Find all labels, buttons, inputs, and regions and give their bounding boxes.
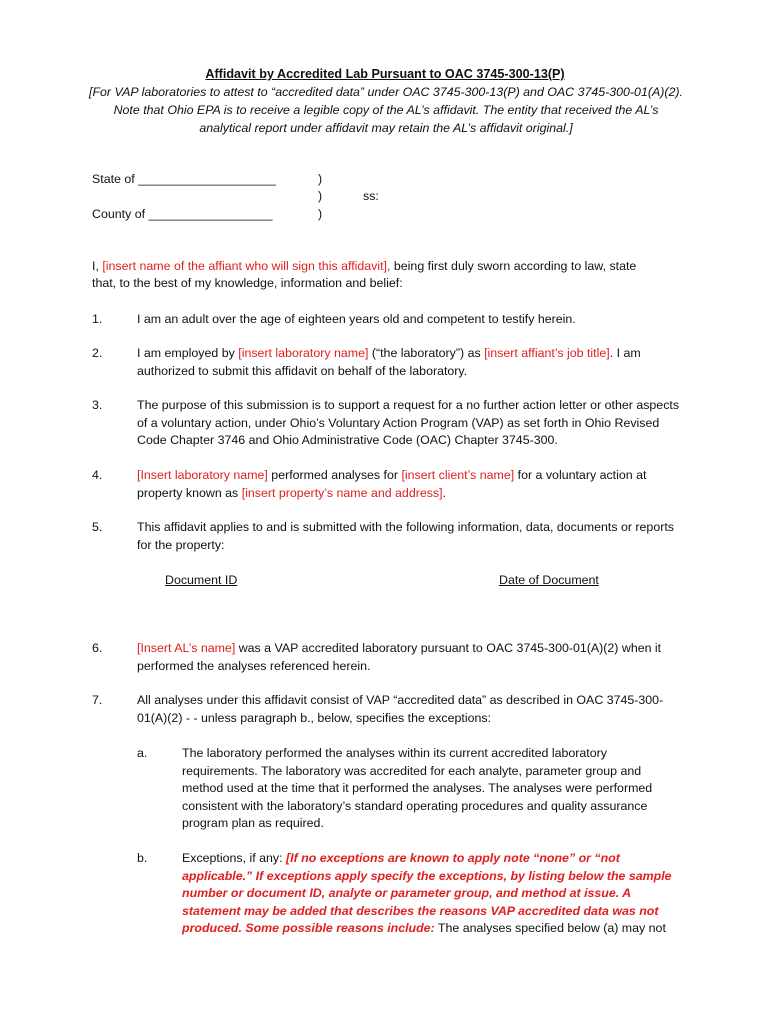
- client-name-placeholder: [insert client’s name]: [401, 468, 515, 482]
- document-title: Affidavit by Accredited Lab Pursuant to OAC 3745-300-13(P): [205, 67, 565, 81]
- subitem-a-letter: a.: [137, 746, 148, 760]
- item-2-text: [137, 345, 682, 380]
- item-5-number: 5.: [92, 520, 103, 534]
- item-5-text: This affidavit applies to and is submitted with the following information, data, documents or reports for the property:: [137, 520, 674, 552]
- item-4-part-2: for a voluntary action at property known as: [137, 468, 647, 500]
- item-4-part-1: performed analyses for: [267, 468, 402, 482]
- item-7-number: 7.: [92, 693, 103, 707]
- intro-line-1: [92, 258, 636, 276]
- item-3-text: The purpose of this submission is to support a request for a no further action letter or other aspects of a voluntary action, under Ohio’s Voluntary Action Program (VAP) as set forth in Ohio Revised Code Chapter 3746 and Ohio Administrative Code (OAC) Chapter 3745-300.: [137, 398, 680, 447]
- laboratory-name-placeholder: [insert laboratory name]: [238, 346, 369, 360]
- affiant-name-placeholder: [insert name of the affiant who will sign this affidavit],: [102, 259, 391, 273]
- exceptions-continuation: The analyses specified below (a) may not: [434, 921, 666, 935]
- item-3-number: 3.: [92, 398, 103, 412]
- item-6-part-1: was a VAP accredited laboratory pursuant to OAC 3745-300-01(A)(2) when it performed the analyses referenced herein.: [137, 641, 662, 673]
- exceptions-instructions: [If no exceptions are known to apply note “none” or “not applicable.” If exceptions apply specify the exceptions, by listing below the sample number or document ID, analyte or parameter group, and method at issue. A statement may be added that describes the reasons VAP accredited data was not produced. Some possible reasons include:: [182, 851, 672, 935]
- item-4-part-3: .: [442, 485, 447, 500]
- date-of-document-heading: Date of Document: [499, 573, 599, 587]
- venue-paren-1: ): [318, 172, 323, 186]
- job-title-placeholder: [insert affiant’s job title]: [484, 346, 610, 360]
- item-7-text: All analyses under this affidavit consist of VAP “accredited data” as described in OAC 3745-300-01(A)(2) - - unless paragraph b., below, specifies the exceptions:: [137, 693, 664, 725]
- item-6-text: [137, 640, 682, 675]
- subitem-b-text: [182, 850, 682, 938]
- al-name-placeholder: [Insert AL’s name]: [137, 641, 236, 655]
- state-line: State of ____________________: [92, 172, 276, 186]
- exceptions-label: Exceptions, if any:: [182, 851, 286, 865]
- subitem-b-letter: b.: [137, 851, 148, 865]
- item-1-number: 1.: [92, 312, 103, 326]
- county-line: County of __________________: [92, 207, 273, 221]
- intro-line-2: that, to the best of my knowledge, information and belief:: [92, 276, 403, 290]
- item-2-number: 2.: [92, 346, 103, 360]
- intro-line1-rest: being first duly sworn according to law, state: [390, 259, 637, 273]
- item-6-number: 6.: [92, 641, 103, 655]
- item-2-part-3: . I am authorized to submit this affidavit on behalf of the laboratory.: [137, 346, 641, 378]
- venue-paren-2: ): [318, 189, 323, 203]
- venue-paren-3: ): [318, 207, 323, 221]
- item-1-text: I am an adult over the age of eighteen years old and competent to testify herein.: [137, 312, 576, 326]
- item-2-part-2: (“the laboratory”) as: [368, 346, 485, 360]
- property-placeholder: [insert property’s name and address]: [241, 485, 443, 500]
- item-4-number: 4.: [92, 468, 103, 482]
- item-2-part-1: I am employed by: [137, 346, 239, 360]
- venue-ss: ss:: [363, 189, 379, 203]
- item-4-text: [137, 467, 682, 502]
- document-id-heading: Document ID: [165, 573, 238, 587]
- instruction-note: [For VAP laboratories to attest to “accredited data” under OAC 3745-300-13(P) and OAC 3745-300-01(A)(2). Note that Ohio EPA is to receive a legible copy of the AL’s affidavit. The entity that received the AL’s analytical report under affidavit may retain the AL’s affidavit original.]: [89, 85, 683, 135]
- subitem-a-text: The laboratory performed the analyses within its current accredited laboratory requirements. The laboratory was accredited for each analyte, parameter group and method used at the time that it performed the analyses. The analyses were performed consistent with the laboratory’s standard operating procedures and quality assurance program plan as required.: [182, 746, 653, 830]
- intro-prefix: I,: [92, 259, 103, 273]
- lab-name-placeholder: [Insert laboratory name]: [137, 468, 268, 482]
